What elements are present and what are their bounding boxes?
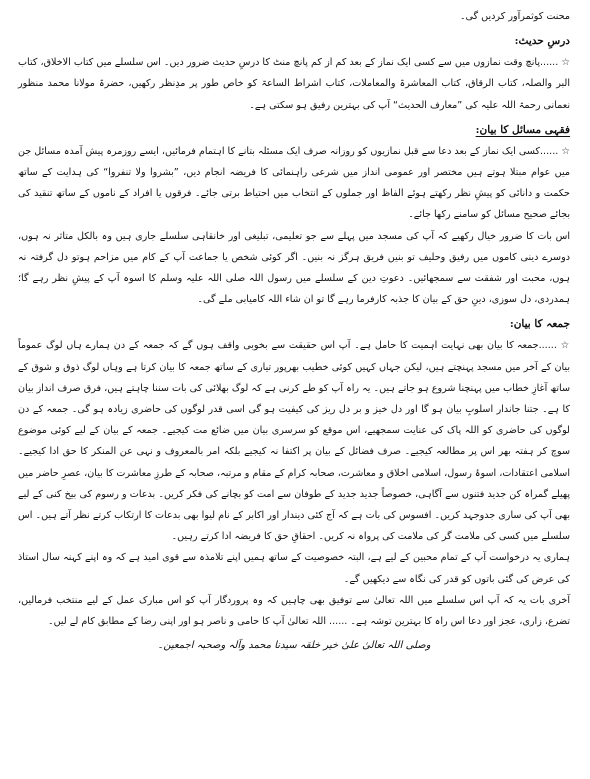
request-paragraph: ہماری یہ درخواست آپ کے تمام محبین کے لیے ہے، البتہ خصوصیت کے ساتھ ہمیں اپنے تلامذہ سے قوی امید ہے کہ وہ اپنے کہنہ سال استاذ کی عرض کی گئی باتوں کو قدر کی نگاہ سے دیکھیں گے۔ bbox=[18, 552, 570, 585]
section-body-fiqh bbox=[18, 141, 570, 226]
section-body-dars bbox=[18, 52, 570, 116]
salutation-line: وصلی اللہ تعالیٰ علیٰ خیر خلقہ سیدنا محمد وآلہ وصحبہ اجمعین۔ bbox=[157, 640, 431, 652]
intro-line: محنت کوثمرآور کردیں گی۔ bbox=[459, 11, 570, 22]
section-heading-fiqh: فقہی مسائل کا بیان: bbox=[475, 123, 570, 136]
section-text-jumua: ......جمعہ کا بیان بھی نہایت اہمیت کا حامل ہے۔ آپ اس حقیقت سے بخوبی واقف ہوں گے کہ جمعہ کے دن ہمارے ہاں لوگ عموماً بیان کے آخر میں مسجد پہنچتے ہیں، لیکن جہاں کہیں کوئی خطیب بھرپور تیاری کے ساتھ جمعہ کا بیان کرتا ہے وہاں لوگ ذوق و شوق کے ساتھ آغازِ خطاب میں پہنچنا شروع ہو جاتے ہیں۔ یہ راہ آپ کو طے کرنی ہے کہ لوگ بھلائی کی بات سننا چاہتے ہیں، فرق صرف انداز بیان کا ہے۔ جتنا جاندار اسلوبِ بیان ہو گا اور دل خیز و بر دل ریز کی کیفیت ہو گی اسی قدر لوگوں کی حاضری زیادہ ہو گی۔ جمعہ کے دن لوگوں کی حاضری کو اللہ پاک کی عنایت سمجھیے، اس موقع کو سرسری بیان میں ضائع مت کیجیے۔ جمعہ کے بیان کے لیے کوئی موضوع سوچ کر ہفتہ بھر اس پر مطالعہ کیجیے۔ صرف فضائل کے بیان پر اکتفا نہ کیجیے بلکہ امر بالمعروف و نہی عن المنکر کا حق ادا کیجیے۔ اسلامی اعتقادات، اسوۂ رسول، اسلامی اخلاق و معاشرت، صحابہ کرام کے مقام و مرتبہ، صحابہ کے طرزِ معاشرت کا بیان، عصرِ حاضر میں پھیلے گمراہ کن جدید فتنوں سے آگاہی، خصوصاً جدید جدید کے طوفان سے امت کو بچانے کی فکر کریں۔ بدعات و رسوم کی بیخ کنی کے لیے بھی آپ کی ساری جدوجہد کریں۔ افسوس کی بات ہے کہ آج کئی دیندار اور اکابر کے نام لیوا بھی بدعات کا ارتکاب کرتے نظر آتے ہیں۔ اس سلسلے میں کسی کی ملامت گر کی ملامت کی پرواہ نہ کریں۔ احقاقِ حق کا فریضہ ادا کرتے رہیں۔ bbox=[18, 340, 570, 543]
star-icon: ☆ bbox=[561, 145, 570, 157]
section-heading-dars: درسِ حدیث: bbox=[514, 35, 570, 48]
star-icon: ☆ bbox=[561, 57, 570, 69]
section-heading-jumua: جمعہ کا بیان: bbox=[509, 318, 570, 331]
section-note-fiqh: اس بات کا ضرور خیال رکھیے کہ آپ کی مسجد میں پہلے سے جو تعلیمی، تبلیغی اور خانقاہی سلسلے جاری ہیں وہ بالکل متاثر نہ ہوں، دوسرے دینی کاموں میں رفیق وحلیف تو بنیں فریق ہرگز نہ بنیں۔ اگر کوئی شخص یا جماعت آپ کے کام میں مزاحم ہوتو دل گرفتہ نہ ہوں، محبت اور شفقت سے سمجھائیں۔ دعوتِ دین کے سلسلے میں رسول اللہ صلی اللہ علیہ وسلم کا اسوہ آپ کے پیشِ نظر رہے گا؛ ہمدردی، دل سوزی، دینِ حق کے بیان کا جذبہ کارفرما رہے گا تو ان شاء اللہ کامیابی ملے گی۔ bbox=[18, 230, 570, 306]
section-text-fiqh: ......کسی ایک نماز کے بعد دعا سے قبل نمازیوں کو روزانہ صرف ایک مسئلہ بتانے کا اہتمام فرمائیں، ایسے روزمرہ پیش آمدہ مسائل جن میں عوام مبتلا ہوتے ہیں مختصر اور عمومی انداز میں شرعی راہنمائی کا فریضہ انجام دیں، ”بشروا ولا تنفروا“ کی ہدایت کے ساتھ حکمت و دانائی کو پیشِ نظر رکھتے ہوئے الفاظ اور جملوں کے انتخاب میں احتیاط برتی جائے۔ فرقوں یا افراد کے ناموں کے ساتھ تنقید کی بجائے صحیح مسائل کو سامنے رکھا جائے۔ bbox=[18, 145, 570, 221]
closing-paragraph: آخری بات یہ کہ آپ اس سلسلے میں اللہ تعالیٰ سے توفیق بھی چاہیں کہ وہ پروردگار آپ کو اس مبارک عمل کے لیے منتخب فرمالیں، تضرع، زاری، عجز اور دعا اس راہ کا بہترین توشہ ہے۔ ...... اللہ تعالیٰ آپ کا حامی و ناصر ہو اور اپنی رضا کے مطابق کام لے لیں۔ bbox=[18, 594, 570, 628]
star-icon: ☆ bbox=[560, 340, 570, 352]
section-text-dars: ......پانچ وقت نمازوں میں سے کسی ایک نماز کے بعد کم از کم پانچ منٹ کا درسِ حدیث ضرور دیں۔ اس سلسلے میں کتاب الاخلاق، کتاب البر والصلہ، کتاب الرقاق، کتاب المعاشرۃ والمعاملات، کتاب اشراط الساعۃ کو خاص طور پر مدِنظر رکھیں، حضرۃ مولانا محمد منظور نعمانی رحمۃ اللہ علیہ کی ”معارف الحدیث“ آپ کی بہترین رفیق ہو سکتی ہے۔ bbox=[18, 57, 570, 111]
section-body-jumua bbox=[18, 335, 570, 547]
